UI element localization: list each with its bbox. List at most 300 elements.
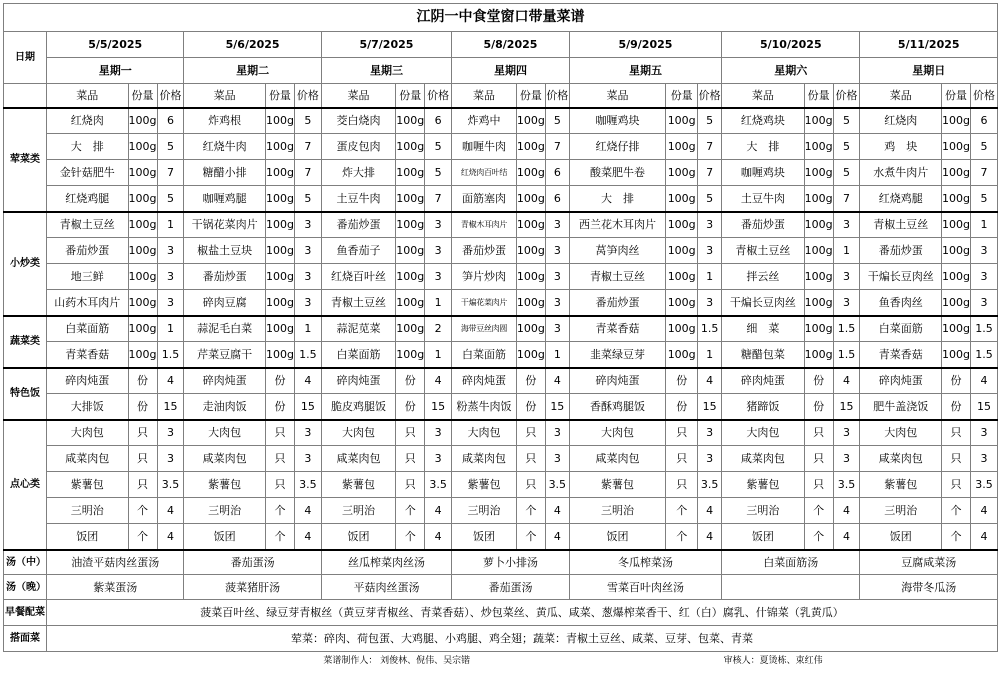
header-dish: 菜品 [722,84,805,108]
dish-price: 3 [833,212,860,238]
dish-portion: 份 [942,394,971,420]
dish-name: 饭团 [47,524,129,550]
dish-price: 3 [971,290,998,316]
dish-portion: 100g [666,160,698,186]
dish-portion: 个 [666,524,698,550]
dish-portion: 100g [942,160,971,186]
dish-price: 1 [698,264,722,290]
header-dish: 菜品 [452,84,517,108]
dish-name: 咖喱鸡块 [722,160,805,186]
dish-name: 咸菜肉包 [321,446,395,472]
dish-name: 紫薯包 [860,472,942,498]
dish-name: 番茄炒蛋 [47,238,129,264]
row-label-stirfry: 小炒类 [4,212,47,316]
dish-price: 1.5 [833,342,860,368]
dish-portion: 个 [265,498,294,524]
dish-portion: 100g [942,290,971,316]
dish-portion: 份 [265,394,294,420]
dish-price: 3 [545,316,569,342]
dish-price: 5 [833,108,860,134]
row-label-blank [4,84,47,108]
dish-name: 饭团 [184,524,266,550]
dish-portion: 100g [128,238,157,264]
dish-price: 6 [425,108,452,134]
dish-price: 3.5 [545,472,569,498]
dish-name: 碎肉炖蛋 [47,368,129,394]
dish-price: 5 [294,108,321,134]
dish-name: 青椒木耳肉片 [452,212,517,238]
dish-price: 3 [545,264,569,290]
row-label-veg: 蔬菜类 [4,316,47,368]
dish-portion: 100g [128,212,157,238]
dish-price: 15 [833,394,860,420]
dish-portion: 份 [666,368,698,394]
dish-name: 三明治 [860,498,942,524]
dish-price: 3 [971,264,998,290]
dish-portion: 100g [666,212,698,238]
dish-price: 7 [157,160,184,186]
dish-name: 青椒土豆丝 [722,238,805,264]
dish-portion: 100g [128,134,157,160]
menu-table [3,3,998,672]
dish-price: 7 [294,134,321,160]
day-weekday: 星期六 [722,58,860,84]
dish-price: 3 [425,264,452,290]
dish-name: 红烧肉百叶结 [452,160,517,186]
dish-name: 白菜面筋 [321,342,395,368]
soup-eve-cell: 番茄蛋汤 [452,575,570,600]
dish-portion: 个 [942,498,971,524]
dish-price: 3 [545,238,569,264]
dish-portion: 100g [942,316,971,342]
dish-name: 大肉包 [722,420,805,446]
dish-name: 咸菜肉包 [184,446,266,472]
dish-price: 4 [545,524,569,550]
dish-name: 面筋塞肉 [452,186,517,212]
dish-portion: 100g [516,108,545,134]
table-row [4,498,998,524]
dish-price: 3 [545,420,569,446]
row-label-breakfast: 早餐配菜 [4,600,47,626]
dish-price: 4 [294,498,321,524]
dish-name: 青椒土豆丝 [321,290,395,316]
dish-portion: 100g [516,342,545,368]
dish-name: 三明治 [569,498,665,524]
dish-portion: 100g [666,238,698,264]
dish-price: 3 [157,238,184,264]
dish-name: 鱼香肉丝 [860,290,942,316]
dish-name: 炸鸡中 [452,108,517,134]
dish-portion: 100g [666,134,698,160]
dish-portion: 个 [804,524,833,550]
dish-name: 糖醋包菜 [722,342,805,368]
dish-portion: 100g [396,160,425,186]
dish-name: 大 排 [569,186,665,212]
dish-name: 青菜香菇 [860,342,942,368]
dish-portion: 100g [804,108,833,134]
dish-price: 7 [425,186,452,212]
soup-eve-cell [722,575,860,600]
dish-name: 咖喱鸡腿 [184,186,266,212]
footer-spacer [4,652,322,672]
dish-price: 5 [698,108,722,134]
dish-portion: 100g [265,134,294,160]
table-row [4,316,998,342]
dish-price: 3.5 [157,472,184,498]
dish-name: 红烧鸡腿 [47,186,129,212]
dish-price: 1.5 [698,316,722,342]
dish-price: 5 [698,186,722,212]
dish-portion: 100g [804,186,833,212]
dish-price: 15 [425,394,452,420]
dish-price: 6 [157,108,184,134]
dish-portion: 个 [396,524,425,550]
dish-price: 4 [971,498,998,524]
day-date: 5/7/2025 [321,32,451,58]
dish-name: 海带豆丝肉圆 [452,316,517,342]
dish-name: 饭团 [452,524,517,550]
dish-name: 番茄炒蛋 [722,212,805,238]
dish-price: 15 [294,394,321,420]
dish-portion: 只 [396,446,425,472]
dish-price: 2 [425,316,452,342]
dish-portion: 只 [804,472,833,498]
dish-price: 7 [698,160,722,186]
dish-name: 青菜香菇 [47,342,129,368]
dish-price: 1 [157,212,184,238]
dish-portion: 份 [396,394,425,420]
day-weekday: 星期四 [452,58,570,84]
dish-portion: 100g [265,316,294,342]
dish-name: 青椒土豆丝 [569,264,665,290]
dish-price: 3 [545,290,569,316]
dish-price: 3 [294,212,321,238]
dish-name: 碎肉炖蛋 [452,368,517,394]
soup-noon-cell: 白菜面筋汤 [722,550,860,575]
day-weekday: 星期五 [569,58,721,84]
dish-price: 3 [698,420,722,446]
dish-name: 三明治 [321,498,395,524]
header-portion: 份量 [265,84,294,108]
dish-price: 3 [833,264,860,290]
dish-name: 红烧肉 [860,108,942,134]
dish-price: 4 [425,524,452,550]
table-row [4,394,998,420]
dish-portion: 只 [516,420,545,446]
dish-portion: 100g [804,264,833,290]
dish-name: 糖醋小排 [184,160,266,186]
dish-name: 西兰花木耳肉片 [569,212,665,238]
dish-portion: 100g [128,108,157,134]
dish-name: 红烧鸡块 [722,108,805,134]
dish-portion: 100g [128,186,157,212]
row-label-soup-noon: 汤（中） [4,550,47,575]
dish-portion: 100g [516,134,545,160]
header-dish: 菜品 [569,84,665,108]
dish-portion: 100g [942,186,971,212]
day-weekday: 星期三 [321,58,451,84]
dish-name: 饭团 [860,524,942,550]
dish-portion: 份 [128,368,157,394]
dish-name: 番茄炒蛋 [321,212,395,238]
dish-name: 番茄炒蛋 [452,238,517,264]
dish-portion: 100g [942,134,971,160]
dish-portion: 100g [396,264,425,290]
dish-price: 5 [971,134,998,160]
dish-portion: 个 [942,524,971,550]
dish-name: 炸鸡根 [184,108,266,134]
dish-portion: 100g [804,134,833,160]
dish-price: 4 [833,524,860,550]
footer-makers: 菜谱制作人： 刘俊林、倪伟、吴宗锴 [323,656,471,667]
dish-portion: 100g [128,342,157,368]
dish-name: 芹菜豆腐干 [184,342,266,368]
dish-price: 4 [157,368,184,394]
dish-portion: 100g [516,160,545,186]
dish-name: 饭团 [569,524,665,550]
dish-portion: 份 [804,394,833,420]
dish-name: 番茄炒蛋 [569,290,665,316]
dish-name: 三明治 [47,498,129,524]
dish-price: 3 [294,446,321,472]
dish-portion: 100g [396,186,425,212]
dish-portion: 100g [516,212,545,238]
dish-name: 蛋皮包肉 [321,134,395,160]
dish-portion: 100g [396,342,425,368]
header-dish: 菜品 [321,84,395,108]
dish-name: 大肉包 [184,420,266,446]
dish-price: 3 [833,446,860,472]
soup-noon-cell: 丝瓜榨菜肉丝汤 [321,550,451,575]
dish-portion: 个 [128,498,157,524]
header-dish: 菜品 [184,84,266,108]
dish-price: 4 [833,368,860,394]
dish-name: 碎肉炖蛋 [321,368,395,394]
dish-portion: 100g [265,212,294,238]
header-dish: 菜品 [47,84,129,108]
dish-portion: 100g [804,160,833,186]
dish-price: 3 [157,446,184,472]
dish-name: 番茄炒蛋 [184,264,266,290]
dish-price: 3 [425,238,452,264]
dish-price: 4 [545,498,569,524]
dish-price: 3.5 [971,472,998,498]
dish-name: 紫薯包 [452,472,517,498]
dish-name: 番茄炒蛋 [860,238,942,264]
dish-name: 大排饭 [47,394,129,420]
dish-price: 3 [971,238,998,264]
dish-name: 水煮牛肉片 [860,160,942,186]
dish-portion: 只 [666,446,698,472]
dish-name: 红烧仔排 [569,134,665,160]
dish-portion: 100g [666,108,698,134]
dish-price: 3 [425,212,452,238]
dish-portion: 100g [265,238,294,264]
soup-noon-cell: 豆腐咸菜汤 [860,550,998,575]
dish-name: 鸡 块 [860,134,942,160]
dish-portion: 100g [396,212,425,238]
dish-portion: 100g [265,160,294,186]
dish-portion: 只 [666,472,698,498]
dish-price: 3 [698,290,722,316]
dish-portion: 100g [942,342,971,368]
table-row [4,108,998,134]
dish-price: 3 [157,264,184,290]
header-price: 价格 [833,84,860,108]
dish-portion: 100g [128,316,157,342]
day-date: 5/11/2025 [860,32,998,58]
dish-portion: 只 [516,472,545,498]
soup-noon-cell: 番茄蛋汤 [184,550,321,575]
dish-price: 3 [425,446,452,472]
dish-price: 15 [971,394,998,420]
header-dish: 菜品 [860,84,942,108]
dish-portion: 份 [666,394,698,420]
dish-price: 7 [698,134,722,160]
dish-name: 碎肉炖蛋 [860,368,942,394]
dish-portion: 100g [396,108,425,134]
dish-price: 4 [294,368,321,394]
dish-price: 5 [833,160,860,186]
dish-name: 碎肉炖蛋 [569,368,665,394]
dish-portion: 100g [516,238,545,264]
dish-portion: 100g [804,290,833,316]
dish-price: 1 [157,316,184,342]
dish-price: 5 [294,186,321,212]
header-portion: 份量 [128,84,157,108]
dish-portion: 100g [942,212,971,238]
menu-title: 江阴一中食堂窗口带量菜谱 [4,4,998,32]
dish-portion: 100g [396,134,425,160]
table-row [4,134,998,160]
table-row [4,212,998,238]
row-label-noodle: 搭面菜 [4,626,47,652]
row-label-dim: 点心类 [4,420,47,550]
dish-name: 白菜面筋 [452,342,517,368]
day-date: 5/8/2025 [452,32,570,58]
dish-price: 4 [294,524,321,550]
dish-portion: 100g [265,264,294,290]
dish-price: 3 [698,238,722,264]
dish-price: 4 [971,368,998,394]
dish-portion: 份 [128,394,157,420]
dish-portion: 份 [516,368,545,394]
dish-portion: 只 [128,446,157,472]
dish-name: 饭团 [321,524,395,550]
dish-name: 地三鲜 [47,264,129,290]
dish-price: 5 [545,108,569,134]
table-row [4,472,998,498]
row-label-date: 日期 [4,32,47,84]
dish-name: 韭菜绿豆芽 [569,342,665,368]
dish-price: 3.5 [425,472,452,498]
dish-name: 走油肉饭 [184,394,266,420]
table-row [4,368,998,394]
soup-eve-cell: 菠菜猪肝汤 [184,575,321,600]
header-price: 价格 [157,84,184,108]
dish-price: 3 [698,212,722,238]
dish-name: 脆皮鸡腿饭 [321,394,395,420]
dish-name: 青菜香菇 [569,316,665,342]
soup-eve-cell: 海带冬瓜汤 [860,575,998,600]
dish-price: 3 [425,420,452,446]
dish-name: 金针菇肥牛 [47,160,129,186]
dish-portion: 100g [265,290,294,316]
dish-name: 大肉包 [321,420,395,446]
header-portion: 份量 [666,84,698,108]
dish-name: 青椒土豆丝 [47,212,129,238]
header-portion: 份量 [516,84,545,108]
dish-name: 莴笋肉丝 [569,238,665,264]
dish-name: 干煸长豆肉丝 [860,264,942,290]
dish-name: 炸大排 [321,160,395,186]
dish-price: 5 [833,134,860,160]
dish-price: 1 [425,342,452,368]
dish-name: 咖喱鸡块 [569,108,665,134]
dish-name: 青椒土豆丝 [860,212,942,238]
dish-name: 红烧牛肉 [184,134,266,160]
header-portion: 份量 [804,84,833,108]
dish-portion: 100g [942,108,971,134]
dish-price: 7 [833,186,860,212]
noodle-items: 荤菜：碎肉、荷包蛋、大鸡腿、小鸡腿、鸡全翅；蔬菜：青椒土豆丝、咸菜、豆芽、包菜、青菜 [47,626,998,652]
soup-eve-cell: 紫菜蛋汤 [47,575,184,600]
dish-portion: 100g [396,316,425,342]
dish-name: 蒜泥苋菜 [321,316,395,342]
dish-portion: 100g [666,342,698,368]
dish-portion: 只 [942,446,971,472]
dish-name: 干锅花菜肉片 [184,212,266,238]
header-price: 价格 [698,84,722,108]
dish-portion: 个 [265,524,294,550]
dish-name: 香酥鸡腿饭 [569,394,665,420]
dish-price: 5 [157,134,184,160]
dish-price: 1 [425,290,452,316]
dish-name: 猪蹄饭 [722,394,805,420]
dish-price: 1.5 [971,316,998,342]
dish-portion: 100g [942,238,971,264]
dish-price: 3 [833,420,860,446]
dish-price: 4 [833,498,860,524]
dish-name: 土豆牛肉 [321,186,395,212]
dish-price: 1.5 [294,342,321,368]
dish-portion: 100g [265,342,294,368]
table-row [4,342,998,368]
dish-name: 紫薯包 [569,472,665,498]
dish-price: 1 [545,342,569,368]
dish-price: 4 [425,498,452,524]
dish-portion: 100g [804,342,833,368]
dish-portion: 只 [804,420,833,446]
dish-name: 紫薯包 [184,472,266,498]
dish-price: 6 [971,108,998,134]
header-portion: 份量 [396,84,425,108]
dish-price: 3 [294,290,321,316]
dish-name: 山药木耳肉片 [47,290,129,316]
dish-price: 1.5 [971,342,998,368]
dish-name: 红烧百叶丝 [321,264,395,290]
dish-price: 3 [294,420,321,446]
breakfast-items: 菠菜百叶丝、绿豆芽青椒丝（黄豆芽青椒丝、青菜香菇）、炒包菜丝、黄瓜、咸菜、葱爆榨菜香干、红（白）腐乳、什锦菜（乳黄瓜） [47,600,998,626]
header-price: 价格 [425,84,452,108]
dish-name: 咸菜肉包 [722,446,805,472]
dish-portion: 100g [666,186,698,212]
dish-name: 咸菜肉包 [569,446,665,472]
dish-name: 干煸花菜肉片 [452,290,517,316]
dish-price: 3 [294,238,321,264]
dish-price: 4 [698,524,722,550]
dish-name: 紫薯包 [47,472,129,498]
